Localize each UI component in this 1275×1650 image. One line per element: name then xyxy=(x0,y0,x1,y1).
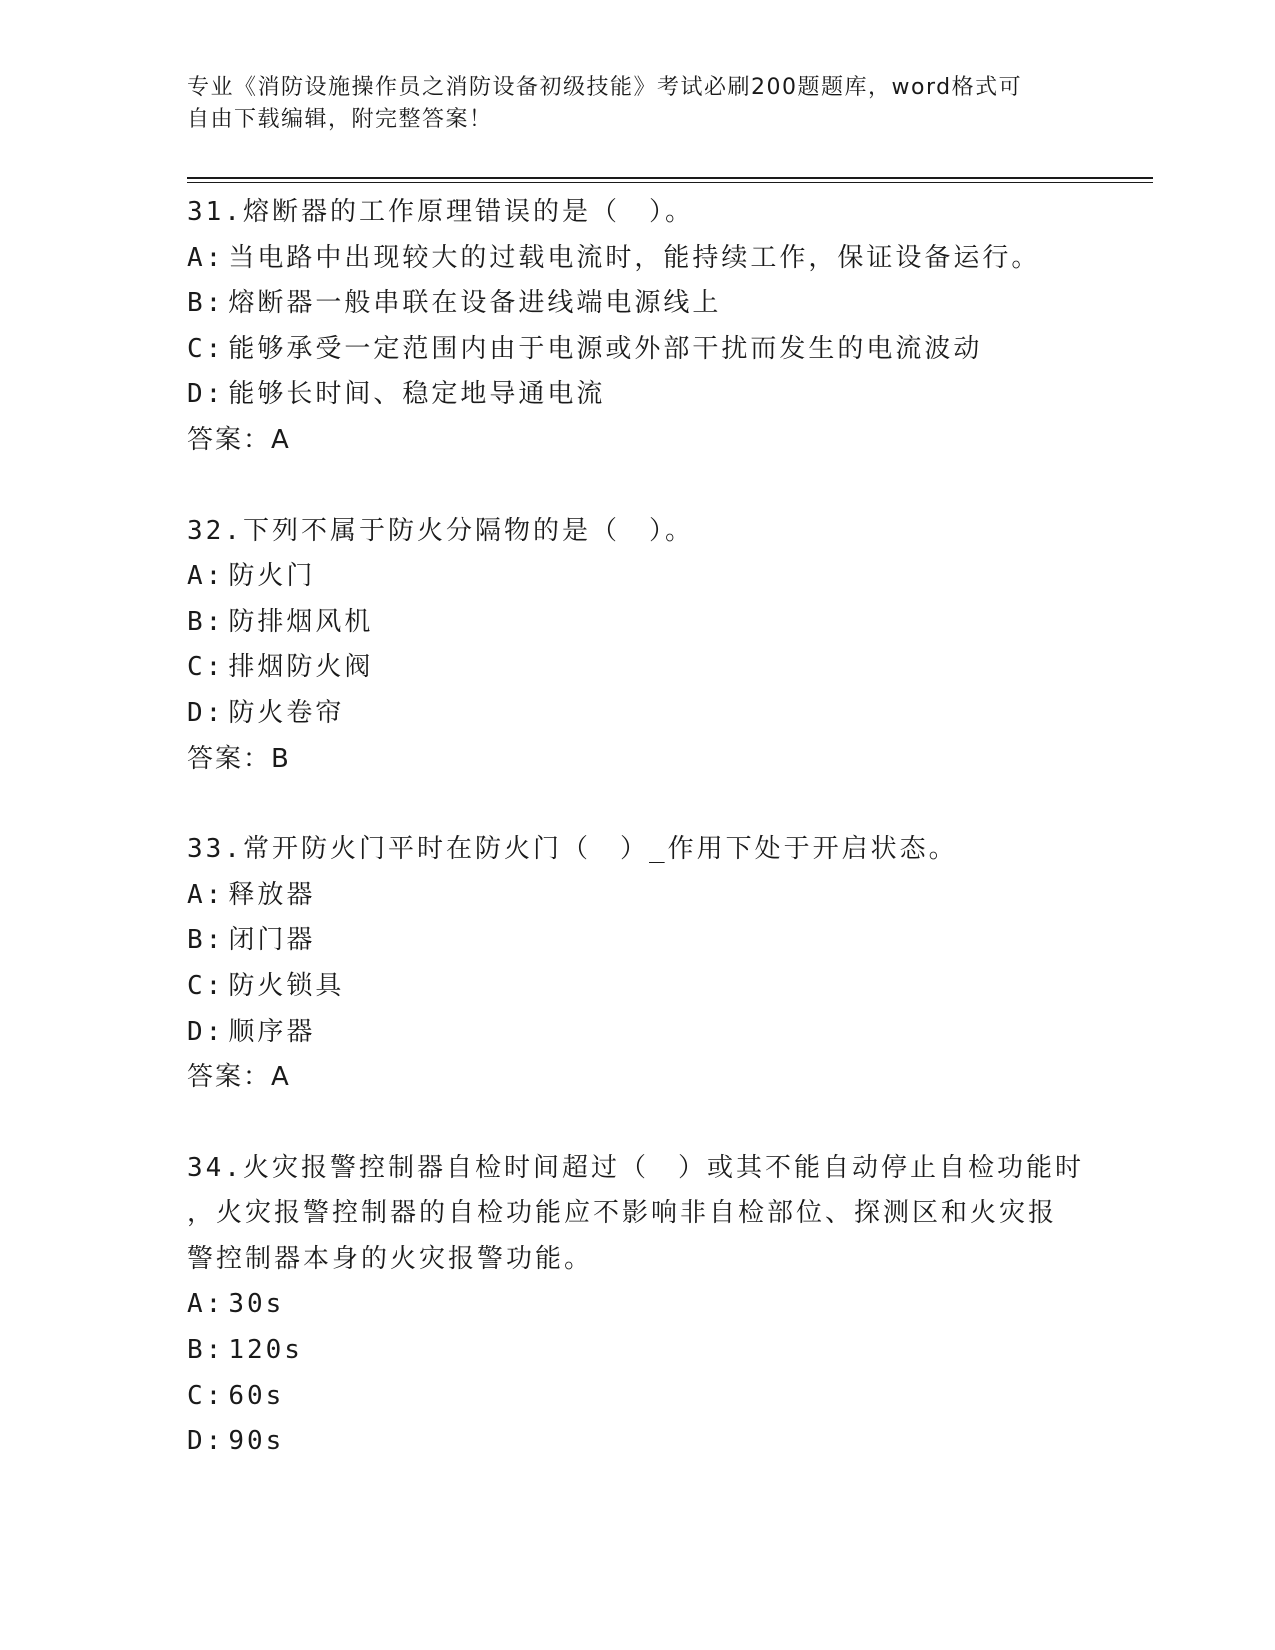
answer-option xyxy=(187,1328,1087,1374)
question-stem: 33.常开防火门平时在防火门（ ）_作用下处于开启状态。 xyxy=(187,834,958,865)
header-line-2: 自由下载编辑，附完整答案！ xyxy=(187,107,493,132)
answer-key: 答案：B xyxy=(187,743,291,774)
option-letter: B: xyxy=(187,1335,225,1366)
option-text: 60s xyxy=(228,1380,285,1411)
question-block xyxy=(187,1146,1087,1465)
option-text: 能够承受一定范围内由于电源或外部干扰而发生的电流波动 xyxy=(228,333,983,364)
answer-option xyxy=(187,918,1087,964)
header-divider-thin xyxy=(187,182,1153,183)
answer-option xyxy=(187,600,1087,646)
option-letter: D: xyxy=(187,697,225,728)
header-line-1: 专业《消防设施操作员之消防设备初级技能》考试必刷200题题库，word格式可 xyxy=(187,75,1023,100)
answer-option xyxy=(187,1374,1087,1420)
question-list xyxy=(187,190,1087,1510)
option-letter: D: xyxy=(187,379,225,410)
option-letter: D: xyxy=(187,1426,225,1457)
question-stem: 32.下列不属于防火分隔物的是（ ）。 xyxy=(187,515,694,546)
option-text: 防排烟风机 xyxy=(228,606,374,637)
option-text: 闭门器 xyxy=(228,925,316,956)
option-text: 30s xyxy=(228,1289,285,1320)
answer-option xyxy=(187,1419,1087,1465)
option-letter: D: xyxy=(187,1016,225,1047)
answer-option xyxy=(187,281,1087,327)
option-letter: B: xyxy=(187,606,225,637)
answer-key: 答案：A xyxy=(187,424,291,455)
option-text: 顺序器 xyxy=(228,1016,316,1047)
document-header xyxy=(187,72,1067,136)
option-letter: C: xyxy=(187,652,225,683)
answer-option xyxy=(187,372,1087,418)
question-stem: 31.熔断器的工作原理错误的是（ ）。 xyxy=(187,197,694,227)
option-letter: C: xyxy=(187,970,225,1001)
answer-option xyxy=(187,873,1087,919)
answer-option xyxy=(187,1010,1087,1056)
option-text: 熔断器一般串联在设备进线端电源线上 xyxy=(228,288,722,319)
option-letter: A: xyxy=(187,1289,225,1320)
option-letter: B: xyxy=(187,925,225,956)
option-text: 120s xyxy=(228,1335,303,1366)
question-block xyxy=(187,190,1087,464)
option-text: 排烟防火阀 xyxy=(228,652,374,683)
option-letter: C: xyxy=(187,1380,225,1411)
answer-option xyxy=(187,327,1087,373)
answer-option xyxy=(187,1282,1087,1328)
option-letter: A: xyxy=(187,879,225,910)
option-text: 释放器 xyxy=(228,879,316,910)
question-stem: ，火灾报警控制器的自检功能应不影响非自检部位、探测区和火灾报 xyxy=(187,1198,1058,1229)
option-text: 防火锁具 xyxy=(228,970,345,1001)
header-divider-thick xyxy=(187,177,1153,179)
option-text: 90s xyxy=(228,1426,285,1457)
question-block xyxy=(187,827,1087,1101)
answer-option xyxy=(187,645,1087,691)
option-letter: A: xyxy=(187,242,225,273)
question-block xyxy=(187,509,1087,783)
option-letter: B: xyxy=(187,288,225,319)
answer-option xyxy=(187,691,1087,737)
question-stem: 警控制器本身的火灾报警功能。 xyxy=(187,1243,594,1274)
option-text: 防火卷帘 xyxy=(228,697,345,728)
option-text: 防火门 xyxy=(228,561,316,592)
option-text: 能够长时间、稳定地导通电流 xyxy=(228,379,606,410)
option-letter: C: xyxy=(187,333,225,364)
answer-option xyxy=(187,236,1087,282)
option-text: 当电路中出现较大的过载电流时，能持续工作，保证设备运行。 xyxy=(228,242,1041,273)
answer-option xyxy=(187,964,1087,1010)
option-letter: A: xyxy=(187,561,225,592)
answer-option xyxy=(187,554,1087,600)
answer-key: 答案：A xyxy=(187,1062,291,1093)
question-stem: 34.火灾报警控制器自检时间超过（ ）或其不能自动停止自检功能时 xyxy=(187,1152,1084,1183)
